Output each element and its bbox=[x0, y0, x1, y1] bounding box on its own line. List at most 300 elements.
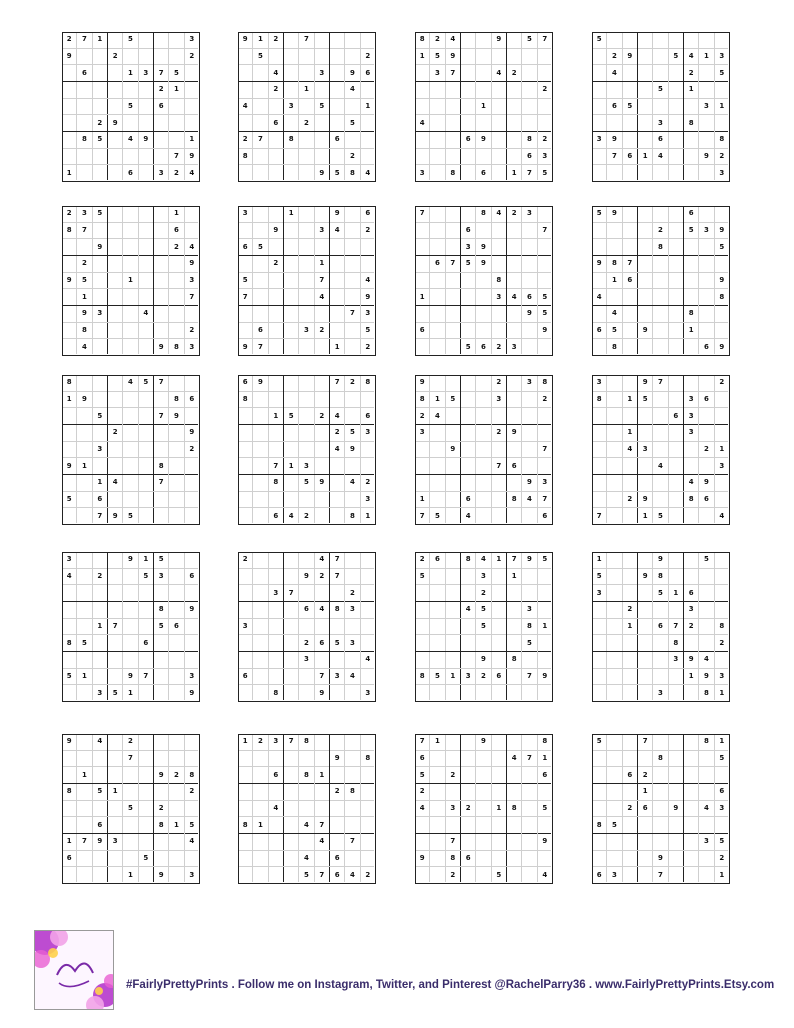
given-digit: 1 bbox=[719, 101, 725, 110]
given-digit: 9 bbox=[419, 853, 425, 862]
given-digit: 8 bbox=[365, 753, 371, 762]
sudoku-puzzle bbox=[62, 32, 200, 182]
given-digit: 7 bbox=[288, 588, 294, 597]
given-digit: 8 bbox=[596, 820, 602, 829]
given-digit: 2 bbox=[481, 588, 486, 597]
given-digit: 1 bbox=[273, 411, 279, 420]
given-digit: 8 bbox=[450, 168, 456, 177]
given-digit: 1 bbox=[66, 837, 72, 846]
given-digit: 3 bbox=[688, 605, 694, 614]
given-digit: 5 bbox=[334, 168, 340, 177]
given-digit: 8 bbox=[658, 571, 663, 580]
given-digit: 4 bbox=[612, 68, 617, 77]
given-digit: 4 bbox=[435, 411, 440, 420]
given-digit: 6 bbox=[527, 292, 532, 301]
given-digit: 6 bbox=[242, 671, 248, 680]
given-digit: 1 bbox=[128, 68, 133, 77]
given-digit: 2 bbox=[627, 494, 633, 503]
given-digit: 4 bbox=[288, 511, 294, 520]
given-digit: 5 bbox=[596, 571, 602, 580]
grid-line bbox=[506, 33, 508, 180]
given-digit: 5 bbox=[258, 242, 263, 251]
given-digit: 9 bbox=[481, 655, 486, 664]
given-digit: 4 bbox=[128, 378, 133, 387]
given-digit: 5 bbox=[627, 101, 633, 110]
grid-line bbox=[593, 783, 728, 785]
given-digit: 5 bbox=[304, 478, 309, 487]
given-digit: 6 bbox=[419, 325, 425, 334]
given-digit: 3 bbox=[719, 803, 725, 812]
given-digit: 1 bbox=[719, 870, 725, 879]
given-digit: 7 bbox=[496, 461, 502, 470]
given-digit: 6 bbox=[435, 259, 440, 268]
given-digit: 7 bbox=[658, 378, 663, 387]
given-digit: 6 bbox=[174, 225, 179, 234]
given-digit: 9 bbox=[273, 225, 279, 234]
grid-line bbox=[153, 376, 155, 523]
given-digit: 4 bbox=[304, 820, 309, 829]
given-digit: 1 bbox=[719, 688, 725, 697]
given-digit: 7 bbox=[596, 511, 602, 520]
given-digit: 5 bbox=[82, 275, 87, 284]
given-digit: 6 bbox=[66, 853, 72, 862]
given-digit: 6 bbox=[189, 571, 195, 580]
given-digit: 8 bbox=[496, 275, 502, 284]
grid-line bbox=[122, 376, 123, 523]
given-digit: 8 bbox=[273, 688, 279, 697]
given-digit: 7 bbox=[612, 151, 617, 160]
given-digit: 2 bbox=[719, 378, 725, 387]
given-digit: 4 bbox=[82, 342, 87, 351]
given-digit: 3 bbox=[66, 555, 72, 564]
given-digit: 6 bbox=[334, 853, 340, 862]
given-digit: 9 bbox=[481, 737, 486, 746]
given-digit: 4 bbox=[627, 444, 633, 453]
given-digit: 4 bbox=[365, 275, 371, 284]
given-digit: 2 bbox=[189, 325, 195, 334]
given-digit: 3 bbox=[189, 342, 195, 351]
given-digit: 6 bbox=[128, 168, 133, 177]
given-digit: 2 bbox=[511, 209, 517, 218]
given-digit: 3 bbox=[673, 655, 679, 664]
given-digit: 4 bbox=[527, 494, 532, 503]
given-digit: 4 bbox=[719, 511, 725, 520]
given-digit: 8 bbox=[158, 820, 164, 829]
given-digit: 7 bbox=[450, 837, 456, 846]
given-digit: 2 bbox=[419, 411, 425, 420]
given-digit: 7 bbox=[258, 135, 263, 144]
given-digit: 1 bbox=[189, 135, 195, 144]
given-digit: 6 bbox=[704, 494, 709, 503]
given-digit: 2 bbox=[419, 555, 425, 564]
grid-line bbox=[416, 800, 551, 801]
given-digit: 8 bbox=[511, 494, 517, 503]
given-digit: 3 bbox=[719, 168, 725, 177]
given-digit: 6 bbox=[542, 511, 548, 520]
given-digit: 8 bbox=[350, 168, 355, 177]
given-digit: 2 bbox=[719, 638, 725, 647]
given-digit: 2 bbox=[242, 135, 248, 144]
given-digit: 3 bbox=[189, 275, 195, 284]
given-digit: 3 bbox=[319, 68, 325, 77]
given-digit: 6 bbox=[542, 770, 548, 779]
given-digit: 9 bbox=[158, 342, 164, 351]
given-digit: 5 bbox=[612, 325, 617, 334]
given-digit: 6 bbox=[465, 494, 471, 503]
given-digit: 2 bbox=[542, 394, 548, 403]
given-digit: 9 bbox=[612, 209, 617, 218]
given-digit: 3 bbox=[435, 68, 440, 77]
given-digit: 2 bbox=[97, 118, 103, 127]
given-digit: 8 bbox=[527, 135, 532, 144]
given-digit: 6 bbox=[627, 151, 633, 160]
given-digit: 9 bbox=[527, 555, 532, 564]
given-digit: 2 bbox=[174, 242, 179, 251]
given-digit: 2 bbox=[465, 803, 471, 812]
given-digit: 1 bbox=[673, 588, 679, 597]
given-digit: 3 bbox=[273, 737, 279, 746]
given-digit: 5 bbox=[158, 621, 164, 630]
given-digit: 7 bbox=[319, 671, 325, 680]
given-digit: 2 bbox=[658, 225, 663, 234]
given-digit: 9 bbox=[527, 478, 532, 487]
given-digit: 1 bbox=[627, 428, 633, 437]
given-digit: 7 bbox=[673, 621, 679, 630]
given-digit: 3 bbox=[158, 168, 164, 177]
given-digit: 8 bbox=[66, 378, 72, 387]
given-digit: 5 bbox=[542, 803, 548, 812]
given-digit: 8 bbox=[704, 688, 709, 697]
given-digit: 7 bbox=[82, 837, 87, 846]
given-digit: 9 bbox=[688, 655, 694, 664]
given-digit: 3 bbox=[596, 378, 602, 387]
given-digit: 1 bbox=[419, 51, 425, 60]
given-digit: 4 bbox=[465, 511, 471, 520]
given-digit: 3 bbox=[273, 588, 279, 597]
given-digit: 1 bbox=[365, 511, 371, 520]
given-digit: 4 bbox=[704, 803, 709, 812]
grid-line bbox=[283, 376, 285, 523]
given-digit: 3 bbox=[189, 671, 195, 680]
given-digit: 9 bbox=[542, 837, 548, 846]
grid-line bbox=[138, 376, 139, 523]
grid-line bbox=[416, 833, 551, 835]
given-digit: 3 bbox=[465, 242, 471, 251]
given-digit: 2 bbox=[688, 621, 694, 630]
given-digit: 7 bbox=[189, 292, 195, 301]
given-digit: 5 bbox=[658, 588, 663, 597]
given-digit: 9 bbox=[189, 688, 195, 697]
given-digit: 5 bbox=[596, 737, 602, 746]
given-digit: 1 bbox=[627, 394, 633, 403]
given-digit: 5 bbox=[97, 787, 103, 796]
given-digit: 3 bbox=[704, 101, 709, 110]
given-digit: 1 bbox=[688, 85, 694, 94]
given-digit: 1 bbox=[704, 51, 709, 60]
given-digit: 9 bbox=[258, 378, 263, 387]
given-digit: 5 bbox=[66, 494, 72, 503]
given-digit: 3 bbox=[688, 411, 694, 420]
grid-line bbox=[416, 457, 551, 458]
given-digit: 3 bbox=[450, 803, 456, 812]
grid-line bbox=[606, 735, 607, 882]
given-digit: 5 bbox=[704, 555, 709, 564]
sudoku-puzzle bbox=[592, 32, 730, 182]
given-digit: 7 bbox=[658, 870, 663, 879]
given-digit: 4 bbox=[319, 837, 325, 846]
given-digit: 6 bbox=[481, 168, 486, 177]
given-digit: 1 bbox=[97, 621, 103, 630]
given-digit: 5 bbox=[658, 511, 663, 520]
given-digit: 9 bbox=[704, 671, 709, 680]
given-digit: 5 bbox=[419, 571, 425, 580]
given-digit: 7 bbox=[450, 259, 456, 268]
sudoku-puzzle bbox=[238, 206, 376, 356]
given-digit: 4 bbox=[273, 803, 279, 812]
given-digit: 2 bbox=[542, 135, 548, 144]
given-digit: 7 bbox=[319, 820, 325, 829]
given-digit: 6 bbox=[465, 135, 471, 144]
given-digit: 2 bbox=[334, 428, 340, 437]
given-digit: 3 bbox=[527, 605, 532, 614]
sudoku-puzzle bbox=[415, 375, 553, 525]
given-digit: 8 bbox=[419, 394, 425, 403]
given-digit: 2 bbox=[304, 118, 309, 127]
given-digit: 5 bbox=[350, 118, 355, 127]
given-digit: 5 bbox=[688, 225, 694, 234]
given-digit: 7 bbox=[627, 259, 633, 268]
given-digit: 7 bbox=[542, 35, 548, 44]
grid-line bbox=[107, 207, 109, 354]
given-digit: 8 bbox=[350, 511, 355, 520]
given-digit: 9 bbox=[719, 342, 725, 351]
given-digit: 1 bbox=[97, 478, 103, 487]
given-digit: 2 bbox=[719, 853, 725, 862]
given-digit: 5 bbox=[189, 820, 195, 829]
given-digit: 2 bbox=[350, 588, 355, 597]
given-digit: 5 bbox=[112, 688, 118, 697]
given-digit: 9 bbox=[128, 555, 133, 564]
given-digit: 4 bbox=[542, 870, 548, 879]
given-digit: 6 bbox=[319, 638, 325, 647]
given-digit: 1 bbox=[319, 259, 325, 268]
given-digit: 8 bbox=[174, 342, 179, 351]
given-digit: 1 bbox=[511, 168, 517, 177]
given-digit: 6 bbox=[419, 753, 425, 762]
given-digit: 9 bbox=[673, 803, 679, 812]
given-digit: 4 bbox=[143, 309, 149, 318]
given-digit: 9 bbox=[481, 135, 486, 144]
given-digit: 9 bbox=[242, 342, 248, 351]
given-digit: 5 bbox=[435, 51, 440, 60]
given-digit: 2 bbox=[128, 737, 133, 746]
given-digit: 5 bbox=[82, 638, 87, 647]
given-digit: 3 bbox=[365, 688, 371, 697]
given-digit: 2 bbox=[450, 870, 456, 879]
given-digit: 5 bbox=[143, 378, 149, 387]
given-digit: 7 bbox=[511, 555, 517, 564]
given-digit: 9 bbox=[642, 378, 648, 387]
given-digit: 9 bbox=[66, 737, 72, 746]
given-digit: 5 bbox=[450, 394, 456, 403]
given-digit: 4 bbox=[511, 753, 517, 762]
given-digit: 3 bbox=[189, 35, 195, 44]
given-digit: 5 bbox=[143, 571, 149, 580]
given-digit: 8 bbox=[158, 605, 164, 614]
given-digit: 9 bbox=[642, 325, 648, 334]
given-digit: 2 bbox=[66, 209, 72, 218]
given-digit: 2 bbox=[112, 51, 118, 60]
given-digit: 6 bbox=[273, 118, 279, 127]
grid-line bbox=[268, 553, 269, 700]
given-digit: 1 bbox=[128, 275, 133, 284]
given-digit: 3 bbox=[511, 342, 517, 351]
given-digit: 5 bbox=[527, 35, 532, 44]
given-digit: 2 bbox=[365, 225, 371, 234]
given-digit: 9 bbox=[158, 770, 164, 779]
given-digit: 7 bbox=[112, 621, 118, 630]
given-digit: 7 bbox=[334, 378, 340, 387]
given-digit: 1 bbox=[688, 325, 694, 334]
given-digit: 6 bbox=[365, 411, 371, 420]
given-digit: 3 bbox=[719, 671, 725, 680]
given-digit: 4 bbox=[450, 35, 456, 44]
given-digit: 5 bbox=[542, 292, 548, 301]
given-digit: 2 bbox=[496, 428, 502, 437]
given-digit: 3 bbox=[496, 394, 502, 403]
given-digit: 7 bbox=[143, 671, 149, 680]
given-digit: 8 bbox=[242, 820, 248, 829]
sudoku-puzzle bbox=[415, 552, 553, 702]
given-digit: 1 bbox=[719, 737, 725, 746]
given-digit: 2 bbox=[258, 737, 263, 746]
given-digit: 8 bbox=[596, 394, 602, 403]
given-digit: 8 bbox=[419, 35, 425, 44]
given-digit: 3 bbox=[97, 309, 103, 318]
given-digit: 5 bbox=[465, 342, 471, 351]
given-digit: 6 bbox=[596, 325, 602, 334]
grid-line bbox=[92, 33, 93, 180]
given-digit: 1 bbox=[496, 555, 502, 564]
given-digit: 4 bbox=[350, 85, 355, 94]
given-digit: 9 bbox=[481, 259, 486, 268]
given-digit: 9 bbox=[97, 837, 103, 846]
given-digit: 4 bbox=[112, 478, 118, 487]
given-digit: 8 bbox=[542, 737, 548, 746]
given-digit: 7 bbox=[128, 753, 133, 762]
given-digit: 6 bbox=[334, 870, 340, 879]
given-digit: 3 bbox=[319, 225, 325, 234]
given-digit: 9 bbox=[174, 411, 179, 420]
given-digit: 2 bbox=[511, 68, 517, 77]
given-digit: 2 bbox=[496, 378, 502, 387]
given-digit: 1 bbox=[82, 770, 87, 779]
given-digit: 9 bbox=[82, 309, 87, 318]
given-digit: 3 bbox=[612, 870, 617, 879]
given-digit: 8 bbox=[719, 292, 725, 301]
grid-line bbox=[184, 735, 185, 882]
given-digit: 2 bbox=[82, 259, 87, 268]
given-digit: 4 bbox=[189, 242, 195, 251]
given-digit: 4 bbox=[596, 292, 602, 301]
given-digit: 2 bbox=[365, 478, 371, 487]
given-digit: 9 bbox=[128, 671, 133, 680]
given-digit: 4 bbox=[481, 555, 486, 564]
given-digit: 2 bbox=[496, 342, 502, 351]
given-digit: 2 bbox=[334, 787, 340, 796]
given-digit: 2 bbox=[419, 787, 425, 796]
given-digit: 5 bbox=[304, 870, 309, 879]
given-digit: 9 bbox=[112, 118, 118, 127]
given-digit: 2 bbox=[481, 671, 486, 680]
given-digit: 9 bbox=[319, 688, 325, 697]
given-digit: 4 bbox=[365, 655, 371, 664]
given-digit: 2 bbox=[627, 605, 633, 614]
grid-line bbox=[239, 272, 374, 273]
given-digit: 8 bbox=[688, 118, 694, 127]
given-digit: 2 bbox=[319, 571, 325, 580]
sudoku-puzzle bbox=[592, 206, 730, 356]
given-digit: 8 bbox=[419, 671, 425, 680]
given-digit: 4 bbox=[334, 225, 340, 234]
given-digit: 2 bbox=[242, 555, 248, 564]
given-digit: 6 bbox=[612, 101, 617, 110]
given-digit: 3 bbox=[242, 621, 248, 630]
given-digit: 9 bbox=[189, 151, 195, 160]
given-digit: 8 bbox=[304, 737, 309, 746]
given-digit: 4 bbox=[97, 737, 103, 746]
given-digit: 6 bbox=[242, 242, 248, 251]
given-digit: 7 bbox=[527, 671, 532, 680]
given-digit: 6 bbox=[465, 225, 471, 234]
given-digit: 6 bbox=[174, 621, 179, 630]
given-digit: 6 bbox=[258, 325, 263, 334]
given-digit: 6 bbox=[481, 342, 486, 351]
given-digit: 1 bbox=[511, 571, 517, 580]
given-digit: 2 bbox=[450, 770, 456, 779]
given-digit: 9 bbox=[334, 753, 340, 762]
grid-line bbox=[283, 553, 285, 700]
given-digit: 7 bbox=[542, 225, 548, 234]
grid-line bbox=[153, 207, 155, 354]
sudoku-puzzle bbox=[62, 375, 200, 525]
given-digit: 8 bbox=[688, 494, 694, 503]
given-digit: 2 bbox=[319, 411, 325, 420]
given-digit: 5 bbox=[128, 511, 133, 520]
given-digit: 7 bbox=[419, 209, 425, 218]
given-digit: 1 bbox=[642, 511, 648, 520]
given-digit: 6 bbox=[704, 394, 709, 403]
given-digit: 1 bbox=[288, 461, 294, 470]
sudoku-puzzle bbox=[238, 734, 376, 884]
given-digit: 2 bbox=[365, 342, 371, 351]
given-digit: 3 bbox=[97, 688, 103, 697]
given-digit: 1 bbox=[365, 101, 371, 110]
given-digit: 5 bbox=[542, 309, 548, 318]
given-digit: 1 bbox=[66, 168, 72, 177]
sudoku-puzzle bbox=[62, 206, 200, 356]
given-digit: 3 bbox=[688, 428, 694, 437]
given-digit: 8 bbox=[288, 135, 294, 144]
given-digit: 2 bbox=[627, 803, 633, 812]
grid-line bbox=[445, 207, 446, 354]
given-digit: 1 bbox=[143, 555, 149, 564]
grid-line bbox=[416, 816, 551, 817]
given-digit: 9 bbox=[319, 478, 325, 487]
given-digit: 1 bbox=[66, 394, 72, 403]
given-digit: 1 bbox=[596, 555, 602, 564]
given-digit: 2 bbox=[112, 428, 118, 437]
